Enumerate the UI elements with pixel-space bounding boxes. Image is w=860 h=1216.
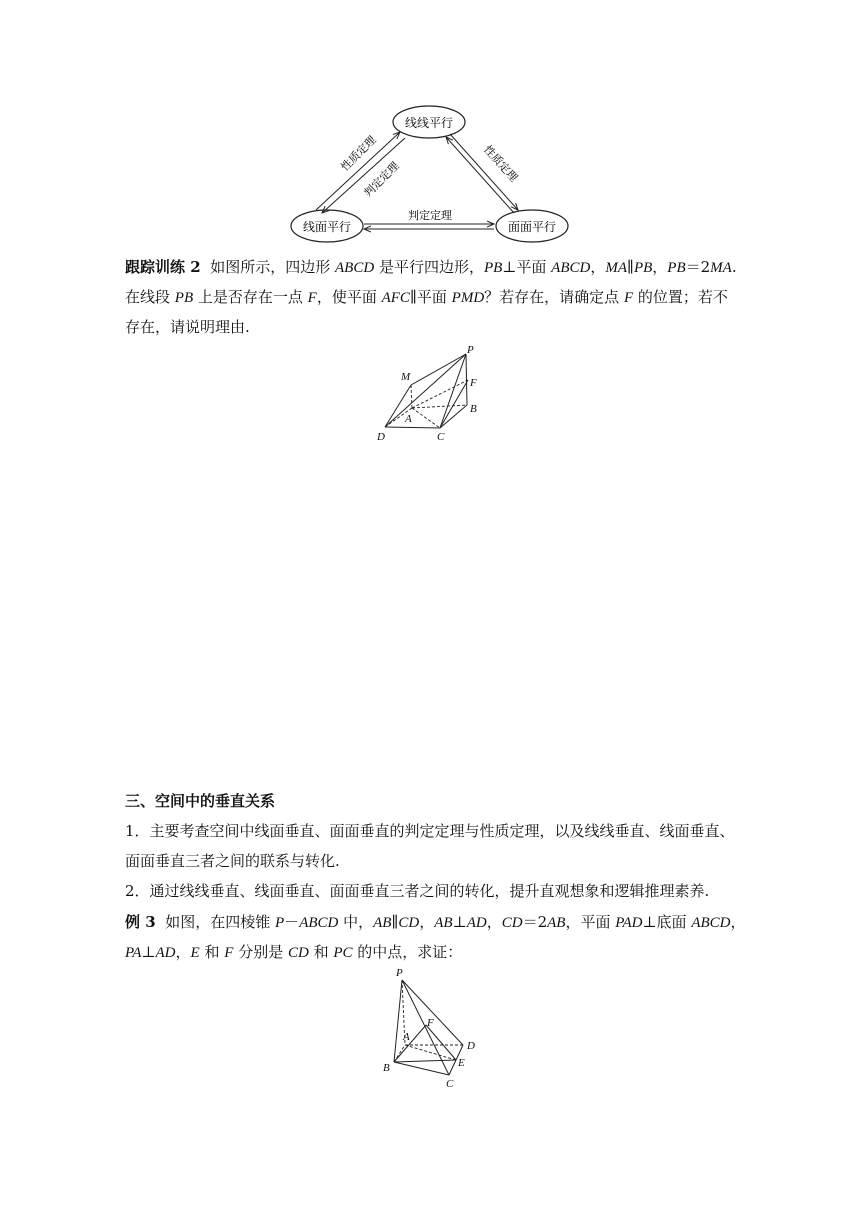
text: ⊥ (452, 913, 467, 931)
exercise2-label: 跟踪训练 2 (125, 258, 201, 276)
text: 如图所示，四边形 (210, 258, 335, 276)
math: F (307, 290, 317, 306)
node-plane-plane-label: 面面平行 (507, 220, 557, 234)
node-line-line-label: 线线平行 (404, 116, 454, 130)
text: . (731, 258, 737, 276)
vertex-label-B: B (470, 403, 477, 415)
math: P (275, 915, 285, 931)
math: ABCD (691, 915, 731, 931)
text: ， (590, 258, 606, 276)
section3-point1a: 1．主要考查空间中线面垂直、面面垂直的判定定理与性质定理，以及线线垂直、线面垂直、 (125, 822, 735, 840)
math: CD (501, 915, 523, 931)
text: ⊥平面 (502, 258, 552, 276)
text: ∥ (391, 913, 399, 931)
math: AFC (381, 290, 410, 306)
solid-figure-pmabcd (370, 342, 500, 447)
vertex-label-A: A (403, 1031, 410, 1043)
vertex-label-E: E (458, 1057, 465, 1069)
exercise2-line3: 存在，请说明理由. (125, 318, 250, 336)
math: F (623, 290, 634, 306)
text: ，使平面 (316, 288, 382, 306)
vertex-label-C: C (437, 431, 445, 443)
exercise2-line2 (125, 287, 728, 308)
vertex-label-B: B (383, 1062, 390, 1074)
math: PB (483, 260, 503, 276)
vertex-label-D: D (467, 1040, 475, 1052)
text: ⊥ (141, 943, 156, 961)
text: ，平面 (565, 913, 616, 931)
text: 和 (199, 943, 225, 961)
math: CD (398, 915, 420, 931)
text: ＝2 (685, 258, 711, 276)
vertex-label-F: F (427, 1017, 434, 1029)
text: ？若存在，请确定点 (484, 288, 624, 306)
text: 的位置；若不 (633, 288, 728, 306)
text: ， (175, 943, 191, 961)
section3-point2: 2．通过线线垂直、线面垂直、面面垂直三者之间的转化，提升直观想象和逻辑推理素养. (125, 882, 710, 900)
vertex-label-P: P (396, 967, 403, 979)
math: ABCD (299, 915, 339, 931)
example3-label: 例 3 (125, 913, 156, 931)
text: 中， (338, 913, 374, 931)
math: AB (547, 915, 566, 931)
math: AB (373, 915, 392, 931)
vertex-label-A: A (405, 413, 412, 425)
text: 的中点，求证： (352, 943, 463, 961)
text: ＝2 (522, 913, 548, 931)
exercise2-line1 (125, 257, 737, 278)
math: PB (633, 260, 653, 276)
text: ， (652, 258, 668, 276)
left-outer-edge-label: 性质定理 (338, 133, 379, 174)
left-inner-edge-label: 判定定理 (361, 159, 402, 200)
math: PC (333, 945, 353, 961)
text: － (284, 913, 300, 931)
math: ABCD (335, 260, 375, 276)
text: 如图，在四棱锥 (165, 913, 275, 931)
example3-line1 (125, 912, 746, 933)
math: AD (155, 945, 176, 961)
text: ⊥底面 (642, 913, 692, 931)
vertex-label-D: D (377, 431, 385, 443)
bottom-edge-label: 判定定理 (408, 209, 452, 222)
example3-line2 (125, 942, 462, 963)
text: 分别是 (233, 943, 288, 961)
math: ABCD (551, 260, 591, 276)
math: AD (466, 915, 487, 931)
vertex-label-M: M (401, 371, 411, 383)
math: PA (125, 945, 142, 961)
vertex-label-F: F (470, 377, 477, 389)
text: ， (419, 913, 435, 931)
math: CD (287, 945, 309, 961)
text: 上是否存在一点 (193, 288, 308, 306)
math: AB (434, 915, 453, 931)
vertex-label-C: C (446, 1078, 454, 1090)
math: MA (710, 260, 732, 276)
right-edge-label: 性质定理 (481, 142, 521, 185)
math: MA (605, 260, 628, 276)
math: F (224, 945, 234, 961)
text: 和 (308, 943, 334, 961)
text: ， (486, 913, 502, 931)
text: ∥平面 (409, 288, 452, 306)
math: PMD (451, 290, 485, 306)
section3-heading: 三、空间中的垂直关系 (125, 792, 276, 810)
pyramid-figure-pabcd (378, 965, 488, 1095)
node-line-plane-label: 线面平行 (302, 220, 352, 234)
text: 在线段 (125, 288, 175, 306)
parallel-relations-diagram (280, 100, 580, 245)
vertex-label-P: P (467, 344, 474, 356)
math: PAD (615, 915, 643, 931)
math: E (190, 945, 200, 961)
math: PB (667, 260, 686, 276)
text: ∥ (627, 258, 634, 276)
text: ， (730, 913, 746, 931)
math: PB (174, 290, 194, 306)
section3-point1b: 面面垂直三者之间的联系与转化. (125, 852, 340, 870)
text: 是平行四边形， (374, 258, 484, 276)
